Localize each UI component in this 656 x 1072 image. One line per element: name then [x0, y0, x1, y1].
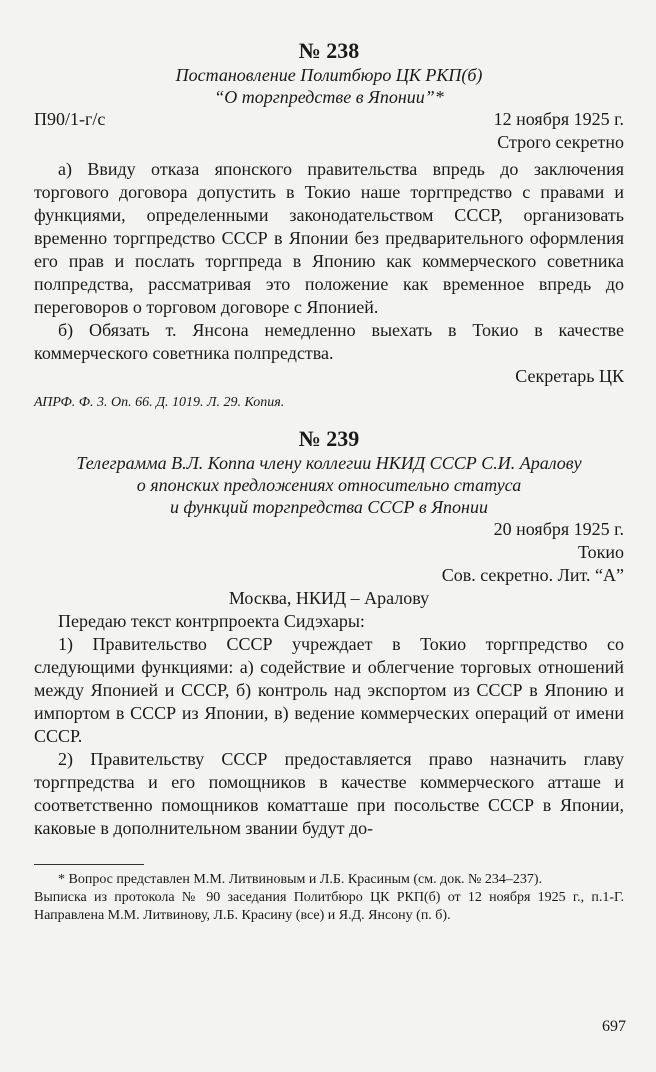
- doc239-title-line3: и функций торгпредства СССР в Японии: [170, 497, 488, 517]
- doc239-title-line1: Телеграмма В.Л. Коппа члену коллегии НКИД СССР С.И. Аралову: [76, 453, 582, 473]
- doc238-code-date-row: [34, 108, 624, 131]
- doc238-title-line1: Постановление Политбюро ЦК РКП(б): [175, 65, 483, 85]
- document-page: [34, 38, 624, 925]
- doc238-code: П90/1-г/с: [34, 109, 106, 129]
- doc239-date: 20 ноября 1925 г.: [493, 519, 624, 539]
- doc238-paragraph-b: б) Обязать т. Янсона немедленно выехать в Токио в качестве коммерческого советника полпредства.: [34, 320, 624, 363]
- doc239-addressee: Москва, НКИД – Аралову: [228, 588, 430, 608]
- doc238-date: 12 ноября 1925 г.: [493, 109, 624, 129]
- doc238-signature: Секретарь ЦК: [515, 366, 624, 386]
- page-number: 697: [602, 1018, 626, 1035]
- footnote-line2: Выписка из протокола № 90 заседания Политбюро ЦК РКП(б) от 12 ноября 1925 г., п.1-Г. Направлена М.М. Литвинову, Л.Б. Красину (все) и Я.Д. Янсону (п. б).: [34, 890, 624, 923]
- doc239-paragraph-intro: Передаю текст контрпроекта Сидэхары:: [58, 611, 365, 631]
- footnote-divider: [34, 864, 144, 865]
- doc239-title-line2: о японских предложениях относительно статуса: [136, 475, 522, 495]
- doc238-secrecy: Строго секретно: [497, 132, 624, 152]
- doc239-paragraph-2: 2) Правительству СССР предоставляется право назначить главу торгпредства и его помощников в качестве коммерческого атташе и соответственно помощников коматташе при посольстве СССР в Японии, каковые в дополнительном звании будут до-: [34, 749, 624, 838]
- doc238-title-line2: “О торгпредстве в Японии”*: [214, 87, 444, 107]
- doc239-secrecy: Сов. секретно. Лит. “А”: [441, 565, 624, 585]
- doc238-paragraph-a: а) Ввиду отказа японского правительства впредь до заключения торгового договора допустить в Токио наше торгпредство с правами и функциями, определенными законодательством СССР, организовать временно торгпредство СССР в Японии без предварительного оформления его прав и послать торгпреда в Японию как коммерческого советника полпредства, рассматривая это положение как временное впредь до переговоров о торговом договоре с Японией.: [34, 159, 624, 317]
- doc239-number: № 239: [298, 426, 360, 451]
- doc238-number: № 238: [298, 38, 360, 63]
- footnote-line1: * Вопрос представлен М.М. Литвиновым и Л.Б. Красиным (см. док. № 234–237).: [58, 872, 543, 887]
- doc239-paragraph-1: 1) Правительство СССР учреждает в Токио торгпредство со следующими функциями: а) содействие и облегчение торговых отношений между Японией и СССР, б) контроль над экспортом из СССР в Японию и импортом в СССР из Японии, в) ведение коммерческих операций от имени СССР.: [34, 634, 624, 746]
- doc238-source: АПРФ. Ф. 3. Оп. 66. Д. 1019. Л. 29. Копия.: [34, 395, 285, 410]
- doc239-place: Токио: [577, 542, 624, 562]
